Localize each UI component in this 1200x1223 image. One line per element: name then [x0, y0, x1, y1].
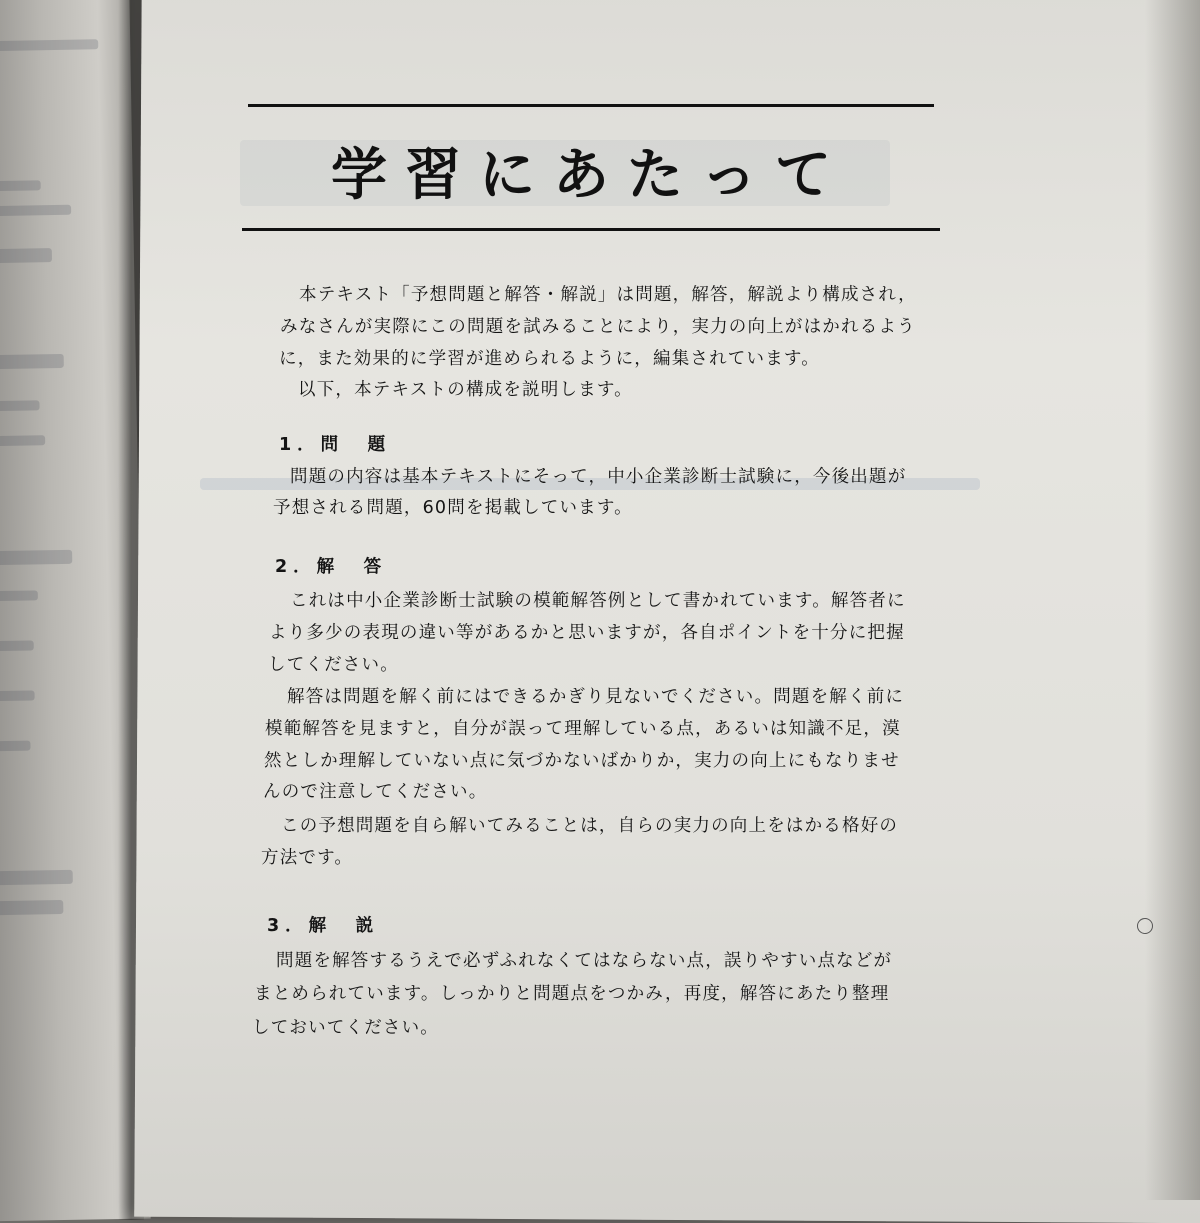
bleed-through-line: [0, 400, 40, 411]
section-line: 模範解答を見ますと，自分が誤って理解している点，あるいは知識不足，漠: [265, 719, 901, 739]
section-line: してください。: [268, 655, 399, 675]
section-line: これは中小企業診断士試験の模範解答例として書かれています。解答者に: [290, 591, 906, 611]
bleed-through-line: [0, 870, 73, 885]
bleed-through-line: [0, 741, 31, 752]
page-title: 学習にあたって: [331, 143, 849, 208]
title-rule-top: [248, 104, 934, 107]
bleed-through-line: [0, 550, 72, 565]
section-line: 問題を解答するうえで必ずふれなくてはならない点，誤りやすい点などが: [276, 951, 893, 971]
section-line: しておいてください。: [252, 1018, 439, 1038]
bleed-through-line: [0, 248, 52, 263]
section-line: 解答は問題を解く前にはできるかぎり見ないでください。問題を解く前に: [287, 687, 905, 707]
section-line: まとめられています。しっかりと問題点をつかみ，再度，解答にあたり整理: [254, 984, 890, 1004]
intro-line: 以下，本テキストの構成を説明します。: [298, 380, 633, 400]
section-line: 然としか理解していない点に気づかないばかりか，実力の向上にもなりませ: [264, 751, 900, 771]
bleed-through-line: [0, 39, 98, 51]
section-line: んので注意してください。: [263, 782, 488, 802]
section-line: この予想問題を自ら解いてみることは，自らの実力の向上をはかる格好の: [281, 816, 899, 836]
bleed-through-line: [0, 900, 63, 915]
section-line: 方法です。: [261, 848, 354, 868]
bleed-through-line: [0, 180, 41, 191]
page-edge-shadow: [1145, 0, 1200, 1200]
bleed-through-line: [0, 354, 64, 369]
bleed-through-line: [0, 435, 45, 446]
section-heading-problems: 1．問 題: [279, 435, 392, 455]
bleed-through-line: [0, 640, 34, 651]
bleed-through-line: [0, 590, 38, 601]
section-line: より多少の表現の違い等があるかと思いますが，各自ポイントを十分に把握: [269, 623, 905, 643]
intro-line: みなさんが実際にこの問題を試みることにより，実力の向上がはかれるよう: [280, 317, 916, 337]
section-line: 予想される問題，60問を掲載しています。: [273, 498, 633, 518]
page-corner-mark: [1137, 918, 1153, 934]
bleed-through-line: [0, 205, 71, 217]
intro-line: に，また効果的に学習が進められるように，編集されています。: [279, 349, 820, 369]
intro-line: 本テキスト「予想問題と解答・解説」は問題，解答，解説より構成され，: [299, 285, 917, 305]
section-line: 問題の内容は基本テキストにそって，中小企業診断士試験に，今後出題が: [290, 467, 907, 487]
section-heading-answers: 2．解 答: [275, 557, 388, 577]
title-rule-bottom: [242, 228, 940, 231]
bleed-through-line: [0, 690, 35, 701]
section-heading-explanations: 3．解 説: [267, 916, 380, 936]
